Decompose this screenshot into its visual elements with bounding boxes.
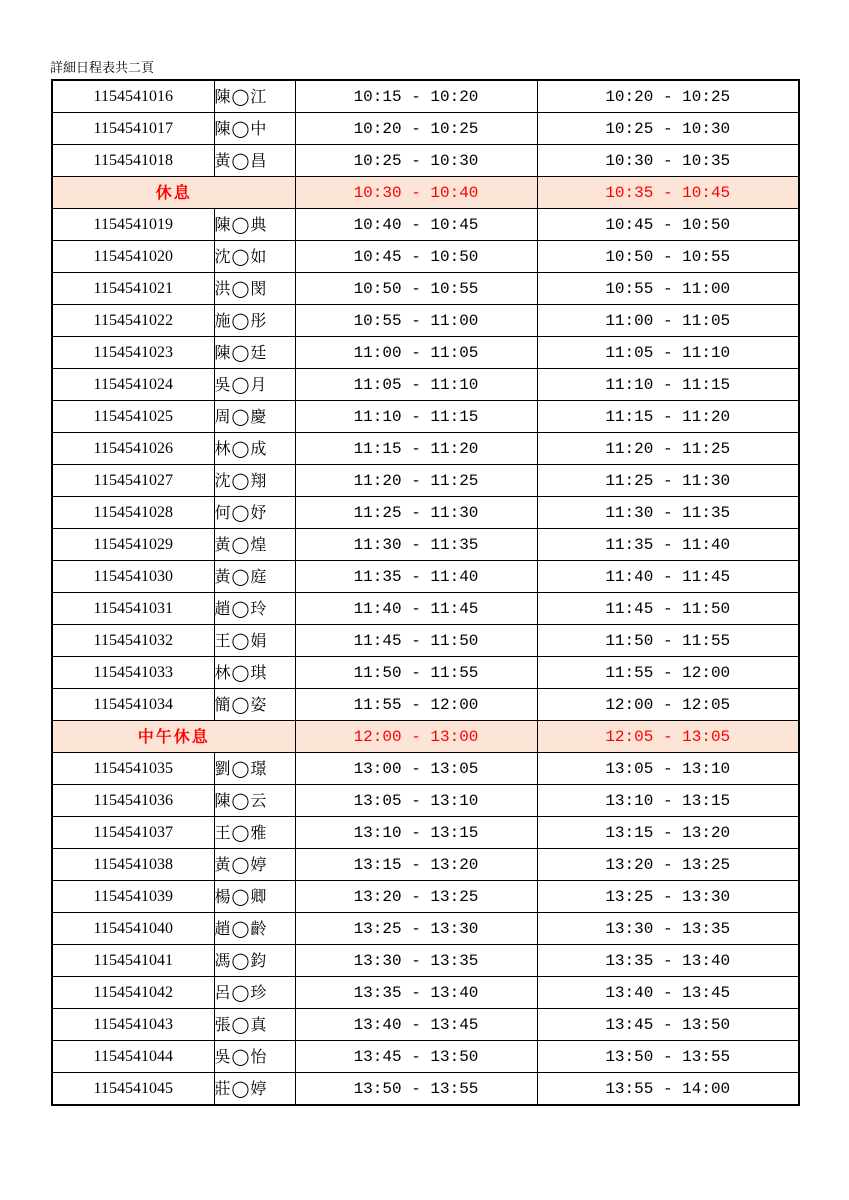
- candidate-name: 黃◯煌: [214, 529, 295, 561]
- time-slot-first: 11:25 - 11:30: [295, 497, 537, 529]
- candidate-name: 林◯成: [214, 433, 295, 465]
- break-row: [52, 721, 799, 753]
- candidate-id: 1154541016: [52, 80, 214, 113]
- candidate-id: 1154541042: [52, 977, 214, 1009]
- time-slot-first: 11:15 - 11:20: [295, 433, 537, 465]
- time-slot-first: 10:25 - 10:30: [295, 145, 537, 177]
- candidate-name: 陳◯云: [214, 785, 295, 817]
- table-row: [52, 497, 799, 529]
- time-slot-first: 11:10 - 11:15: [295, 401, 537, 433]
- candidate-name: 趙◯玲: [214, 593, 295, 625]
- candidate-name: 陳◯典: [214, 209, 295, 241]
- time-slot-first: 13:15 - 13:20: [295, 849, 537, 881]
- candidate-id: 1154541037: [52, 817, 214, 849]
- table-row: [52, 753, 799, 785]
- time-slot-second: 11:55 - 12:00: [537, 657, 799, 689]
- table-row: [52, 689, 799, 721]
- candidate-id: 1154541029: [52, 529, 214, 561]
- time-slot-first: 13:25 - 13:30: [295, 913, 537, 945]
- time-slot-first: 10:55 - 11:00: [295, 305, 537, 337]
- time-slot-first: 13:20 - 13:25: [295, 881, 537, 913]
- time-slot-second: 11:50 - 11:55: [537, 625, 799, 657]
- time-slot-first: 10:40 - 10:45: [295, 209, 537, 241]
- time-slot-first: 10:20 - 10:25: [295, 113, 537, 145]
- candidate-id: 1154541025: [52, 401, 214, 433]
- table-row: [52, 785, 799, 817]
- candidate-name: 馮◯鈞: [214, 945, 295, 977]
- table-row: [52, 657, 799, 689]
- time-slot-first: 10:45 - 10:50: [295, 241, 537, 273]
- candidate-name: 王◯娟: [214, 625, 295, 657]
- candidate-id: 1154541043: [52, 1009, 214, 1041]
- candidate-id: 1154541036: [52, 785, 214, 817]
- candidate-id: 1154541032: [52, 625, 214, 657]
- table-row: [52, 1073, 799, 1106]
- break-row: [52, 177, 799, 209]
- time-slot-first: 11:40 - 11:45: [295, 593, 537, 625]
- time-slot-first: 10:15 - 10:20: [295, 80, 537, 113]
- table-row: [52, 337, 799, 369]
- table-row: [52, 145, 799, 177]
- candidate-name: 洪◯閔: [214, 273, 295, 305]
- candidate-name: 吳◯月: [214, 369, 295, 401]
- schedule-table: [51, 79, 800, 1106]
- time-slot-first: 13:40 - 13:45: [295, 1009, 537, 1041]
- candidate-name: 黃◯昌: [214, 145, 295, 177]
- candidate-name: 陳◯江: [214, 80, 295, 113]
- table-row: [52, 433, 799, 465]
- table-row: [52, 849, 799, 881]
- time-slot-second: 10:30 - 10:35: [537, 145, 799, 177]
- time-slot-first: 13:35 - 13:40: [295, 977, 537, 1009]
- time-slot-second: 13:05 - 13:10: [537, 753, 799, 785]
- candidate-name: 楊◯卿: [214, 881, 295, 913]
- candidate-id: 1154541038: [52, 849, 214, 881]
- candidate-name: 黃◯婷: [214, 849, 295, 881]
- time-slot-first: 10:30 - 10:40: [295, 177, 537, 209]
- table-row: [52, 305, 799, 337]
- time-slot-second: 13:35 - 13:40: [537, 945, 799, 977]
- table-row: [52, 561, 799, 593]
- candidate-id: 1154541017: [52, 113, 214, 145]
- break-label: 中午休息: [52, 721, 295, 753]
- candidate-id: 1154541030: [52, 561, 214, 593]
- time-slot-second: 11:00 - 11:05: [537, 305, 799, 337]
- time-slot-second: 10:35 - 10:45: [537, 177, 799, 209]
- candidate-id: 1154541040: [52, 913, 214, 945]
- time-slot-second: 10:20 - 10:25: [537, 80, 799, 113]
- candidate-id: 1154541041: [52, 945, 214, 977]
- candidate-id: 1154541019: [52, 209, 214, 241]
- candidate-name: 吳◯怡: [214, 1041, 295, 1073]
- candidate-name: 劉◯璟: [214, 753, 295, 785]
- candidate-name: 王◯雅: [214, 817, 295, 849]
- candidate-name: 黃◯庭: [214, 561, 295, 593]
- candidate-name: 陳◯廷: [214, 337, 295, 369]
- time-slot-second: 13:40 - 13:45: [537, 977, 799, 1009]
- table-row: [52, 977, 799, 1009]
- candidate-name: 趙◯齡: [214, 913, 295, 945]
- candidate-name: 周◯慶: [214, 401, 295, 433]
- candidate-name: 簡◯姿: [214, 689, 295, 721]
- candidate-name: 陳◯中: [214, 113, 295, 145]
- table-row: [52, 369, 799, 401]
- candidate-id: 1154541044: [52, 1041, 214, 1073]
- table-row: [52, 529, 799, 561]
- time-slot-second: 13:30 - 13:35: [537, 913, 799, 945]
- table-row: [52, 625, 799, 657]
- time-slot-second: 11:45 - 11:50: [537, 593, 799, 625]
- candidate-id: 1154541021: [52, 273, 214, 305]
- time-slot-first: 11:55 - 12:00: [295, 689, 537, 721]
- candidate-name: 何◯妤: [214, 497, 295, 529]
- time-slot-second: 13:10 - 13:15: [537, 785, 799, 817]
- table-row: [52, 241, 799, 273]
- time-slot-first: 11:30 - 11:35: [295, 529, 537, 561]
- table-row: [52, 593, 799, 625]
- time-slot-second: 13:25 - 13:30: [537, 881, 799, 913]
- candidate-id: 1154541027: [52, 465, 214, 497]
- time-slot-first: 11:35 - 11:40: [295, 561, 537, 593]
- time-slot-second: 10:25 - 10:30: [537, 113, 799, 145]
- table-row: [52, 817, 799, 849]
- time-slot-second: 10:50 - 10:55: [537, 241, 799, 273]
- time-slot-first: 10:50 - 10:55: [295, 273, 537, 305]
- candidate-id: 1154541039: [52, 881, 214, 913]
- candidate-name: 沈◯翔: [214, 465, 295, 497]
- time-slot-second: 10:55 - 11:00: [537, 273, 799, 305]
- time-slot-second: 11:15 - 11:20: [537, 401, 799, 433]
- table-row: [52, 913, 799, 945]
- time-slot-second: 11:25 - 11:30: [537, 465, 799, 497]
- candidate-name: 沈◯如: [214, 241, 295, 273]
- candidate-id: 1154541034: [52, 689, 214, 721]
- page-header-title: 詳細日程表共二頁: [50, 61, 155, 76]
- time-slot-second: 12:05 - 13:05: [537, 721, 799, 753]
- table-row: [52, 881, 799, 913]
- time-slot-first: 11:45 - 11:50: [295, 625, 537, 657]
- table-row: [52, 1009, 799, 1041]
- candidate-name: 張◯真: [214, 1009, 295, 1041]
- schedule-table-body: [52, 80, 799, 1105]
- time-slot-second: 13:20 - 13:25: [537, 849, 799, 881]
- table-row: [52, 113, 799, 145]
- candidate-name: 林◯琪: [214, 657, 295, 689]
- table-row: [52, 80, 799, 113]
- time-slot-second: 13:15 - 13:20: [537, 817, 799, 849]
- time-slot-first: 11:50 - 11:55: [295, 657, 537, 689]
- time-slot-first: 13:05 - 13:10: [295, 785, 537, 817]
- time-slot-second: 13:55 - 14:00: [537, 1073, 799, 1106]
- break-label: 休息: [52, 177, 295, 209]
- candidate-id: 1154541020: [52, 241, 214, 273]
- table-row: [52, 1041, 799, 1073]
- table-row: [52, 401, 799, 433]
- table-row: [52, 465, 799, 497]
- time-slot-second: 13:45 - 13:50: [537, 1009, 799, 1041]
- time-slot-first: 13:45 - 13:50: [295, 1041, 537, 1073]
- candidate-id: 1154541018: [52, 145, 214, 177]
- time-slot-first: 13:00 - 13:05: [295, 753, 537, 785]
- candidate-id: 1154541022: [52, 305, 214, 337]
- time-slot-first: 13:30 - 13:35: [295, 945, 537, 977]
- candidate-name: 莊◯婷: [214, 1073, 295, 1106]
- candidate-id: 1154541033: [52, 657, 214, 689]
- time-slot-second: 11:30 - 11:35: [537, 497, 799, 529]
- time-slot-first: 12:00 - 13:00: [295, 721, 537, 753]
- time-slot-first: 11:00 - 11:05: [295, 337, 537, 369]
- time-slot-second: 13:50 - 13:55: [537, 1041, 799, 1073]
- time-slot-second: 11:20 - 11:25: [537, 433, 799, 465]
- time-slot-second: 11:05 - 11:10: [537, 337, 799, 369]
- table-row: [52, 273, 799, 305]
- candidate-id: 1154541031: [52, 593, 214, 625]
- candidate-name: 呂◯珍: [214, 977, 295, 1009]
- time-slot-first: 11:05 - 11:10: [295, 369, 537, 401]
- time-slot-first: 13:10 - 13:15: [295, 817, 537, 849]
- time-slot-second: 12:00 - 12:05: [537, 689, 799, 721]
- time-slot-first: 13:50 - 13:55: [295, 1073, 537, 1106]
- table-row: [52, 945, 799, 977]
- candidate-id: 1154541023: [52, 337, 214, 369]
- candidate-id: 1154541026: [52, 433, 214, 465]
- time-slot-second: 10:45 - 10:50: [537, 209, 799, 241]
- table-row: [52, 209, 799, 241]
- candidate-id: 1154541024: [52, 369, 214, 401]
- candidate-id: 1154541045: [52, 1073, 214, 1106]
- time-slot-second: 11:35 - 11:40: [537, 529, 799, 561]
- time-slot-first: 11:20 - 11:25: [295, 465, 537, 497]
- candidate-name: 施◯彤: [214, 305, 295, 337]
- time-slot-second: 11:10 - 11:15: [537, 369, 799, 401]
- time-slot-second: 11:40 - 11:45: [537, 561, 799, 593]
- candidate-id: 1154541028: [52, 497, 214, 529]
- candidate-id: 1154541035: [52, 753, 214, 785]
